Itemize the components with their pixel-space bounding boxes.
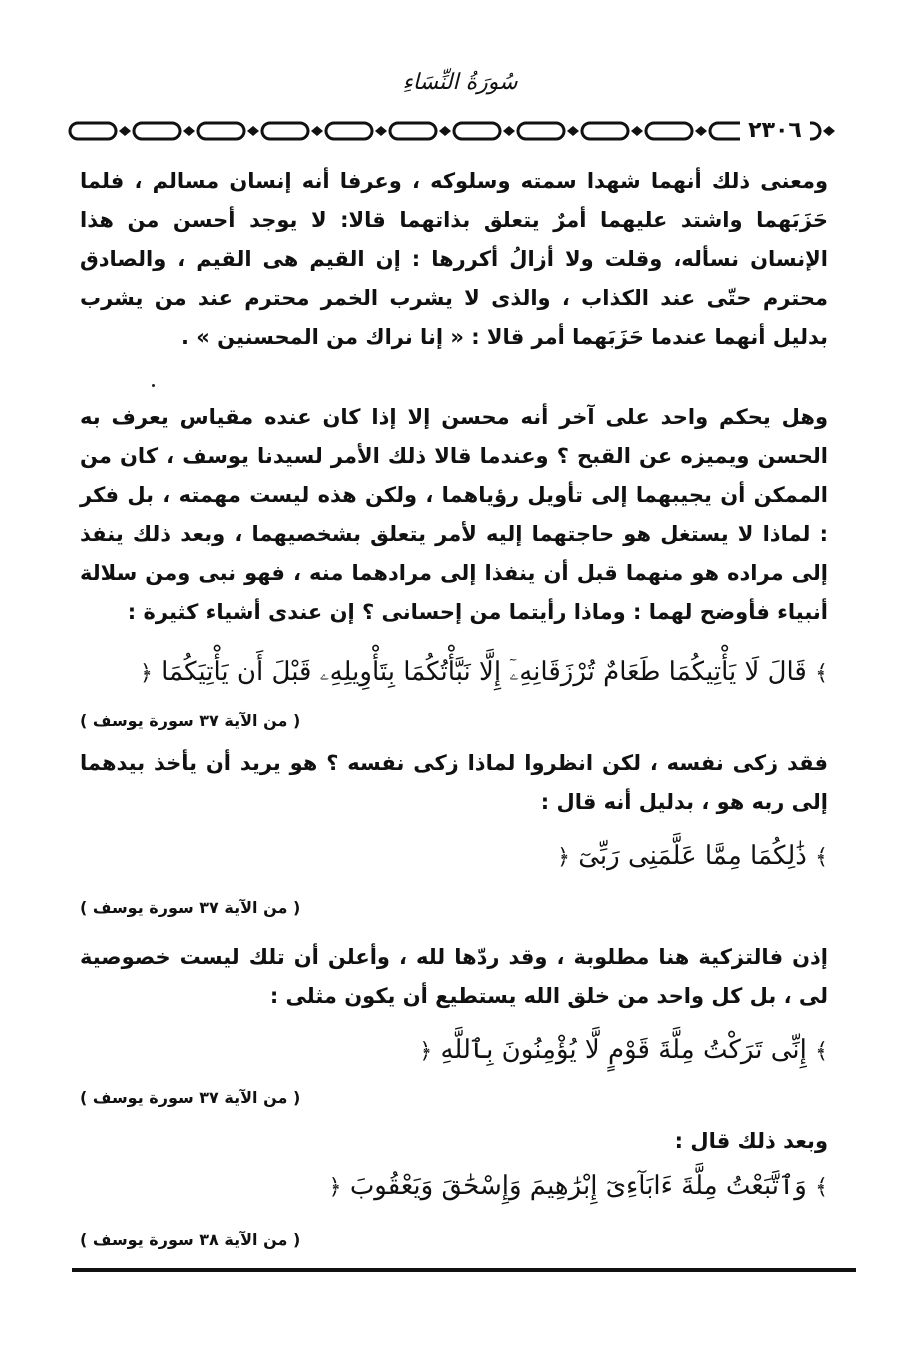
paragraph-3: فقد زكى نفسه ، لكن انظروا لماذا زكى نفسه ؟ هو يريد أن يأخذ بيدهما إلى ربه هو ، بدليل أنه قال :: [80, 751, 828, 814]
border-diamond: [503, 126, 515, 136]
footer-rule: [72, 1268, 856, 1272]
verse-bracket-close: ﴾: [815, 1039, 828, 1064]
border-oval: [646, 123, 692, 139]
quran-verse-4: [80, 1166, 828, 1208]
verse-bracket-open: ﴿: [419, 1039, 433, 1064]
verse-bracket-open: ﴿: [139, 661, 153, 686]
verse-text: إِنِّى تَرَكْتُ مِلَّةَ قَوْمٍ لَّا يُؤْمِنُونَ بِٱللَّهِ: [440, 1035, 807, 1065]
border-diamond: [311, 126, 323, 136]
border-oval: [518, 123, 564, 139]
border-diamond: [567, 126, 579, 136]
quran-verse-2: [80, 836, 828, 878]
quran-verse-3: [80, 1030, 828, 1072]
border-oval: [262, 123, 308, 139]
border-diamond: [439, 126, 451, 136]
paragraph-1: ومعنى ذلك أنهما شهدا سمته وسلوكه ، وعرفا أنه إنسان مسالم ، فلما حَزَبَهما واشتد عليهما أمرٌ يتعلق بذاتهما قالا: لا يوجد أحسن من هذا الإنسان نسأله، وقلت ولا أزالُ أكررها : إن القيم هى القيم ، والصادق محترم حتّى عند الكذاب ، والذى لا يشرب الخمر محترم عند من يشرب بدليل أنهما عندما حَزَبَهما أمر قالا : « إنا نراك من المحسنين » .: [80, 169, 828, 349]
verse-reference-text: ( من الآية ٣٧ سورة يوسف ): [80, 898, 301, 917]
verse-bracket-close: ﴾: [815, 1175, 828, 1200]
border-diamond: [119, 126, 131, 136]
border-diamond: [183, 126, 195, 136]
border-oval: [582, 123, 628, 139]
print-speck: [152, 384, 155, 387]
verse-bracket-close: ﴾: [815, 845, 828, 870]
surah-title: سُورَةُ النِّسَاءِ: [402, 70, 518, 95]
verse-reference-2: [80, 898, 828, 917]
border-oval: [326, 123, 372, 139]
verse-text: ذَٰلِكُمَا مِمَّا عَلَّمَنِى رَبِّىٓ: [578, 841, 807, 871]
quran-verse-1: [80, 652, 828, 694]
paragraph-2: وهل يحكم واحد على آخر أنه محسن إلا إذا كان عنده مقياس يعرف به الحسن ويميزه عن القبح ؟ وعندما قالا ذلك الأمر لسيدنا يوسف ، كان من الممكن أن يجيبهما إلى تأويل رؤياهما ، ولكن هذه ليست مهمته ، بل فكر : لماذا لا يستغل هو حاجتهما إليه لأمر يتعلق بشخصيهما ، وبعد ذلك ينفذ إلى مراده هو منهما قبل أن ينفذا إلى مرادهما منه ، فهو نبى ومن سلالة أنبياء فأوضح لهما : وماذا رأيتما من إحسانى ؟ إن عندى أشياء كثيرة :: [80, 405, 828, 624]
border-oval: [70, 123, 116, 139]
verse-text: قَالَ لَا يَأْتِيكُمَا طَعَامٌ تُرْزَقَانِهِۦٓ إِلَّا نَبَّأْتُكُمَا بِتَأْوِيلِهِۦ قَبْلَ أَن يَأْتِيَكُمَا: [161, 657, 807, 687]
border-diamond: [247, 126, 259, 136]
border-diamond: [695, 126, 707, 136]
verse-reference-1: [80, 711, 828, 730]
verse-reference-text: ( من الآية ٣٧ سورة يوسف ): [80, 711, 301, 730]
border-oval: [134, 123, 180, 139]
border-diamond: [823, 126, 835, 136]
border-oval: [390, 123, 436, 139]
verse-reference-text: ( من الآية ٣٧ سورة يوسف ): [80, 1088, 301, 1107]
paragraph-5: وبعد ذلك قال :: [674, 1129, 828, 1153]
verse-reference-text: ( من الآية ٣٨ سورة يوسف ): [80, 1230, 301, 1249]
ornamental-border: [66, 116, 842, 146]
border-diamond: [631, 126, 643, 136]
border-diamond: [375, 126, 387, 136]
border-oval: [198, 123, 244, 139]
border-oval: [454, 123, 500, 139]
verse-text: وَٱتَّبَعْتُ مِلَّةَ ءَابَآءِىٓ إِبْرَٰهِيمَ وَإِسْحَٰقَ وَيَعْقُوبَ: [349, 1171, 807, 1201]
page-number: ٢٣٠٦: [740, 118, 810, 143]
verse-bracket-close: ﴾: [815, 661, 828, 686]
verse-reference-4: [80, 1230, 828, 1249]
verse-bracket-open: ﴿: [328, 1175, 342, 1200]
verse-bracket-open: ﴿: [557, 845, 570, 870]
paragraph-4: إذن فالتزكية هنا مطلوبة ، وقد ردّها لله ، وأعلن أن تلك ليست خصوصية لى ، بل كل واحد من خلق الله يستطيع أن يكون مثلى :: [80, 945, 828, 1008]
verse-reference-3: [80, 1088, 828, 1107]
